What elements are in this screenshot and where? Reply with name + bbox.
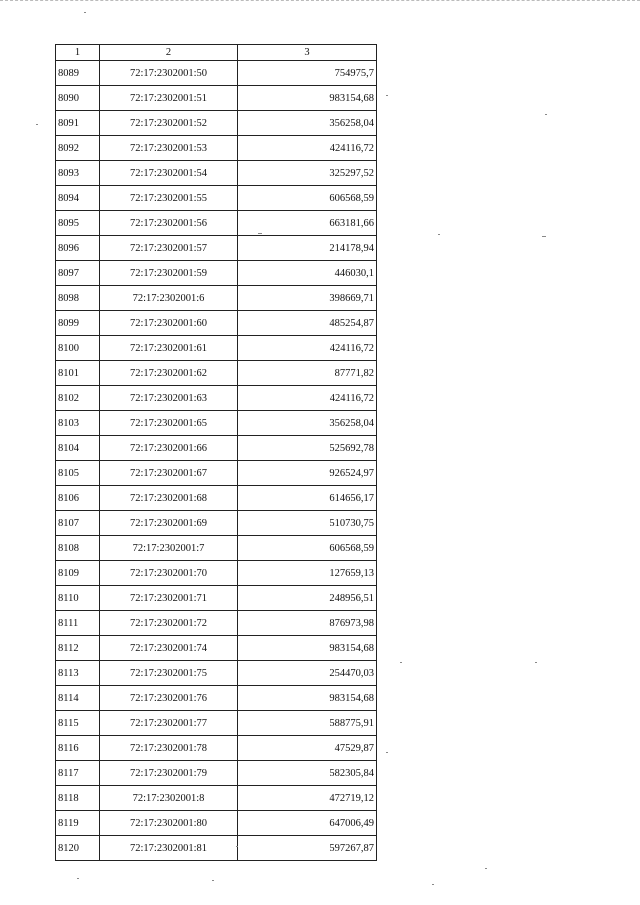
row-value: 424116,72	[238, 386, 377, 411]
cadastral-number: 72:17:2302001:78	[100, 736, 238, 761]
row-value: 127659,13	[238, 561, 377, 586]
cadastral-number: 72:17:2302001:55	[100, 186, 238, 211]
row-value: 983154,68	[238, 86, 377, 111]
row-number: 8113	[56, 661, 100, 686]
row-number: 8120	[56, 836, 100, 861]
cadastral-number: 72:17:2302001:67	[100, 461, 238, 486]
row-number: 8106	[56, 486, 100, 511]
scan-speck	[545, 114, 547, 115]
row-number: 8115	[56, 711, 100, 736]
row-number: 8109	[56, 561, 100, 586]
table-row	[56, 836, 377, 861]
row-number: 8114	[56, 686, 100, 711]
table-row	[56, 586, 377, 611]
table-row	[56, 311, 377, 336]
row-value: 356258,04	[238, 111, 377, 136]
table-row	[56, 511, 377, 536]
cadastral-number: 72:17:2302001:74	[100, 636, 238, 661]
row-value: 582305,84	[238, 761, 377, 786]
column-header-2: 2	[100, 45, 238, 61]
row-number: 8098	[56, 286, 100, 311]
column-header-3: 3	[238, 45, 377, 61]
cadastral-number: 72:17:2302001:81	[100, 836, 238, 861]
cadastral-number: 72:17:2302001:66	[100, 436, 238, 461]
table-row	[56, 786, 377, 811]
row-value: 983154,68	[238, 636, 377, 661]
row-number: 8105	[56, 461, 100, 486]
scan-speck	[36, 124, 38, 125]
table-row	[56, 636, 377, 661]
row-value: 876973,98	[238, 611, 377, 636]
cadastral-number: 72:17:2302001:79	[100, 761, 238, 786]
table-row	[56, 436, 377, 461]
table-row	[56, 111, 377, 136]
table-row	[56, 261, 377, 286]
scan-speck	[258, 233, 262, 234]
row-value: 47529,87	[238, 736, 377, 761]
row-number: 8112	[56, 636, 100, 661]
table-row	[56, 361, 377, 386]
cadastral-number: 72:17:2302001:53	[100, 136, 238, 161]
table-row	[56, 811, 377, 836]
cadastral-number: 72:17:2302001:56	[100, 211, 238, 236]
row-number: 8097	[56, 261, 100, 286]
cadastral-number: 72:17:2302001:65	[100, 411, 238, 436]
cadastral-number: 72:17:2302001:52	[100, 111, 238, 136]
cadastral-number: 72:17:2302001:59	[100, 261, 238, 286]
row-value: 485254,87	[238, 311, 377, 336]
cadastral-number: 72:17:2302001:69	[100, 511, 238, 536]
cadastral-number: 72:17:2302001:7	[100, 536, 238, 561]
row-number: 8110	[56, 586, 100, 611]
cadastral-number: 72:17:2302001:77	[100, 711, 238, 736]
row-value: 588775,91	[238, 711, 377, 736]
row-value: 472719,12	[238, 786, 377, 811]
row-value: 606568,59	[238, 186, 377, 211]
table-row	[56, 61, 377, 86]
row-number: 8102	[56, 386, 100, 411]
scan-speck	[485, 868, 487, 869]
row-number: 8090	[56, 86, 100, 111]
cadastral-number: 72:17:2302001:50	[100, 61, 238, 86]
row-value: 398669,71	[238, 286, 377, 311]
scan-speck	[535, 662, 537, 663]
row-number: 8103	[56, 411, 100, 436]
row-number: 8091	[56, 111, 100, 136]
cadastral-number: 72:17:2302001:75	[100, 661, 238, 686]
row-value: 754975,7	[238, 61, 377, 86]
cadastral-number: 72:17:2302001:70	[100, 561, 238, 586]
table-row	[56, 336, 377, 361]
scan-speck	[84, 12, 86, 13]
cadastral-number: 72:17:2302001:51	[100, 86, 238, 111]
row-value: 424116,72	[238, 136, 377, 161]
row-number: 8107	[56, 511, 100, 536]
row-value: 983154,68	[238, 686, 377, 711]
cadastral-number: 72:17:2302001:6	[100, 286, 238, 311]
row-number: 8118	[56, 786, 100, 811]
row-value: 248956,51	[238, 586, 377, 611]
column-header-1: 1	[56, 45, 100, 61]
table-row	[56, 561, 377, 586]
cadastral-number: 72:17:2302001:62	[100, 361, 238, 386]
row-value: 926524,97	[238, 461, 377, 486]
cadastral-number: 72:17:2302001:63	[100, 386, 238, 411]
row-value: 510730,75	[238, 511, 377, 536]
table-row	[56, 86, 377, 111]
cadastral-number: 72:17:2302001:8	[100, 786, 238, 811]
row-number: 8119	[56, 811, 100, 836]
row-number: 8092	[56, 136, 100, 161]
row-value: 424116,72	[238, 336, 377, 361]
row-number: 8094	[56, 186, 100, 211]
scan-speck	[386, 752, 388, 753]
row-value: 614656,17	[238, 486, 377, 511]
scan-speck	[400, 662, 402, 663]
row-value: 663181,66	[238, 211, 377, 236]
row-number: 8101	[56, 361, 100, 386]
scan-speck	[77, 878, 79, 879]
top-edge-rule	[0, 0, 640, 3]
scan-speck	[438, 234, 440, 235]
cadastral-number: 72:17:2302001:68	[100, 486, 238, 511]
table-row	[56, 661, 377, 686]
row-value: 525692,78	[238, 436, 377, 461]
table-row	[56, 761, 377, 786]
row-value: 214178,94	[238, 236, 377, 261]
table-body	[56, 61, 377, 861]
row-number: 8093	[56, 161, 100, 186]
row-number: 8111	[56, 611, 100, 636]
cadastral-number: 72:17:2302001:60	[100, 311, 238, 336]
table-row	[56, 236, 377, 261]
table-header-row	[56, 45, 377, 61]
row-value: 606568,59	[238, 536, 377, 561]
scan-speck	[236, 846, 238, 847]
row-number: 8117	[56, 761, 100, 786]
row-value: 647006,49	[238, 811, 377, 836]
scan-speck	[212, 880, 214, 881]
table-row	[56, 461, 377, 486]
table-row	[56, 536, 377, 561]
table-row	[56, 711, 377, 736]
table-row	[56, 186, 377, 211]
table-row	[56, 486, 377, 511]
row-number: 8108	[56, 536, 100, 561]
table-row	[56, 386, 377, 411]
table-row	[56, 286, 377, 311]
row-number: 8100	[56, 336, 100, 361]
table-row	[56, 161, 377, 186]
row-value: 87771,82	[238, 361, 377, 386]
row-value: 356258,04	[238, 411, 377, 436]
table-row	[56, 411, 377, 436]
cadastral-number: 72:17:2302001:54	[100, 161, 238, 186]
row-value: 597267,87	[238, 836, 377, 861]
row-number: 8116	[56, 736, 100, 761]
scan-speck	[386, 95, 388, 96]
row-number: 8104	[56, 436, 100, 461]
row-number: 8099	[56, 311, 100, 336]
table-row	[56, 611, 377, 636]
row-value: 254470,03	[238, 661, 377, 686]
cadastral-number: 72:17:2302001:72	[100, 611, 238, 636]
cadastral-number: 72:17:2302001:57	[100, 236, 238, 261]
cadastral-number: 72:17:2302001:61	[100, 336, 238, 361]
row-value: 325297,52	[238, 161, 377, 186]
cadastral-number: 72:17:2302001:80	[100, 811, 238, 836]
row-number: 8096	[56, 236, 100, 261]
table-row	[56, 211, 377, 236]
scan-speck	[542, 236, 546, 237]
data-table	[55, 44, 377, 861]
cadastral-number: 72:17:2302001:71	[100, 586, 238, 611]
table-row	[56, 136, 377, 161]
scan-speck	[432, 884, 434, 885]
table-row	[56, 686, 377, 711]
cadastral-number: 72:17:2302001:76	[100, 686, 238, 711]
row-number: 8089	[56, 61, 100, 86]
row-value: 446030,1	[238, 261, 377, 286]
table-row	[56, 736, 377, 761]
row-number: 8095	[56, 211, 100, 236]
